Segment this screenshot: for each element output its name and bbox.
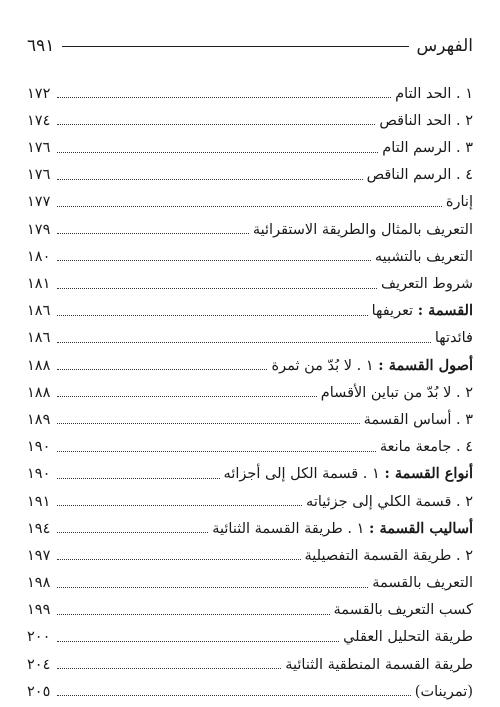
toc-entry-heading: أساليب القسمة :	[369, 519, 473, 537]
dot-leader	[57, 233, 249, 234]
toc-entry	[27, 158, 473, 185]
toc-entry-title	[446, 195, 473, 212]
toc-entry	[27, 402, 473, 429]
toc-entry-title	[375, 250, 473, 267]
toc-page-number: ١٧٧	[27, 194, 51, 211]
toc-entry-title	[343, 630, 473, 647]
dot-leader	[57, 369, 267, 370]
running-header	[27, 34, 473, 58]
toc-entry-title	[271, 356, 473, 376]
toc-page-number: ٢٠٥	[27, 683, 51, 700]
toc-entry	[27, 294, 473, 321]
toc-entry	[27, 593, 473, 620]
toc-entry-title	[381, 277, 473, 294]
dot-leader	[57, 342, 431, 343]
toc-entry-text: ١ . الحد التام	[395, 85, 473, 102]
toc-entry-title	[306, 495, 473, 512]
toc-entry	[27, 620, 473, 647]
toc-entry-title	[364, 413, 473, 430]
toc-entry-heading: أصول القسمة :	[378, 356, 473, 374]
toc-entry-text: فائدتها	[434, 330, 473, 347]
toc-entry-title	[379, 114, 473, 131]
dot-leader	[57, 315, 368, 316]
toc-entry-text: التعريف بالمثال والطريقة الاستقرائية	[252, 221, 473, 238]
toc-entry-text: ١ . طريقة القسمة الثنائية	[212, 520, 370, 537]
dot-leader	[57, 260, 371, 261]
toc-entry	[27, 239, 473, 266]
toc-entry-title	[382, 141, 473, 158]
dot-leader	[57, 206, 442, 207]
dot-leader	[57, 451, 376, 452]
toc-page-number: ١٧٦	[27, 140, 51, 157]
toc-entry-text: ٣ . الرسم التام	[382, 140, 473, 157]
header-title: الفهرس	[416, 36, 473, 56]
toc-page-number: ١٨٦	[27, 330, 51, 347]
dot-leader	[57, 614, 330, 615]
toc-page-number: ١٧٢	[27, 85, 51, 102]
toc-entry-title	[285, 658, 473, 675]
toc-entry-title	[372, 576, 473, 593]
toc-entry	[27, 511, 473, 538]
dot-leader	[57, 97, 391, 98]
toc-entry-text: شروط التعريف	[380, 276, 473, 292]
toc-page-number: ١٨١	[27, 276, 51, 292]
toc-entry-text: كسب التعريف بالقسمة	[333, 602, 473, 619]
header-page-number: ٦٩١	[27, 36, 55, 56]
toc-entry	[27, 130, 473, 157]
dot-leader	[57, 179, 363, 180]
toc-entry	[27, 76, 473, 103]
toc-page-number: ١٨٩	[27, 411, 51, 428]
dot-leader	[57, 124, 375, 125]
toc-entry-text: ٤ . الرسم الناقص	[366, 167, 473, 184]
toc-entry	[27, 348, 473, 375]
dot-leader	[57, 668, 281, 669]
toc-page-number: ١٨٨	[27, 357, 51, 374]
dot-leader	[57, 695, 411, 696]
toc-entry-text: إنارة	[445, 194, 473, 211]
dot-leader	[57, 505, 302, 506]
toc-page-number: ١٧٩	[27, 221, 51, 238]
toc-entry-title	[253, 223, 473, 240]
toc-entry-text: طريقة القسمة المنطقية الثنائية	[285, 656, 473, 673]
toc-entry-text: ٤ . جامعة مانعة	[379, 439, 473, 456]
toc-entry-title	[367, 168, 473, 185]
toc-entry	[27, 484, 473, 511]
toc-entry-text: ١ . قسمة الكل إلى أجزائه	[223, 466, 385, 483]
toc-page-number: ١٩١	[27, 493, 51, 510]
toc-page-number: ١٨٨	[27, 384, 51, 401]
toc-entry-text: تعريفها	[371, 303, 418, 320]
toc-entry-text: التعريف بالقسمة	[372, 575, 473, 592]
dot-leader	[57, 532, 208, 533]
toc-entry	[27, 185, 473, 212]
toc-page-number: ١٩٤	[27, 520, 51, 537]
toc-entry-title	[380, 440, 473, 457]
header-rule	[62, 46, 408, 47]
toc-page-number: ٢٠٤	[27, 656, 51, 673]
dot-leader	[57, 423, 360, 424]
dot-leader	[57, 152, 378, 153]
toc-entry-title	[372, 304, 473, 321]
dot-leader	[57, 587, 368, 588]
toc-page-number: ٢٠٠	[27, 629, 51, 646]
toc-page-number: ١٩٩	[27, 602, 51, 619]
toc-entry-title	[435, 331, 473, 348]
dot-leader	[57, 559, 301, 560]
toc-entry-title	[321, 386, 473, 403]
toc-entry-text: ١ . لا بُدّ من ثمرة	[271, 357, 379, 374]
toc-entry-title	[334, 603, 473, 620]
toc-entry-text: (تمرينات)	[414, 683, 473, 700]
toc-entry-title	[395, 87, 473, 104]
dot-leader	[57, 641, 339, 642]
toc-entry-text: ٢ . قسمة الكلي إلى جزئياته	[306, 493, 473, 510]
toc-entry	[27, 266, 473, 293]
toc-entry-title	[415, 685, 473, 702]
table-of-contents	[27, 76, 473, 701]
toc-entry-text: طريقة التحليل العقلي	[343, 629, 473, 646]
toc-page-number: ١٩٠	[27, 466, 51, 483]
dot-leader	[57, 478, 220, 479]
toc-entry-text: ٢ . طريقة القسمة التفصيلية	[304, 547, 473, 564]
toc-entry-text: ٣ . أساس القسمة	[363, 411, 473, 428]
toc-page-number: ١٩٨	[27, 575, 51, 592]
toc-entry-heading: القسمة :	[417, 302, 473, 320]
toc-page-number: ١٧٦	[27, 167, 51, 184]
toc-entry	[27, 674, 473, 701]
toc-entry-heading: أنواع القسمة :	[384, 465, 473, 483]
toc-entry	[27, 321, 473, 348]
toc-entry	[27, 647, 473, 674]
toc-entry-title	[224, 467, 473, 484]
toc-entry	[27, 565, 473, 592]
toc-entry-text: ٢ . الحد الناقص	[379, 112, 473, 129]
dot-leader	[57, 288, 377, 289]
toc-page-number: ١٨٠	[27, 248, 51, 265]
toc-entry	[27, 429, 473, 456]
toc-page-number: ١٩٠	[27, 439, 51, 456]
toc-entry-text: التعريف بالتشبيه	[374, 248, 473, 265]
toc-page-number: ١٧٤	[27, 112, 51, 129]
dot-leader	[57, 396, 317, 397]
toc-page-number: ١٨٦	[27, 303, 51, 320]
toc-entry-text: ٢ . لا بُدّ من تباين الأقسام	[320, 384, 473, 401]
toc-entry	[27, 212, 473, 239]
toc-page-number: ١٩٧	[27, 547, 51, 564]
toc-entry	[27, 103, 473, 130]
toc-entry-title	[305, 549, 473, 566]
toc-entry	[27, 538, 473, 565]
toc-entry	[27, 375, 473, 402]
toc-entry	[27, 457, 473, 484]
toc-entry-title	[212, 519, 473, 539]
